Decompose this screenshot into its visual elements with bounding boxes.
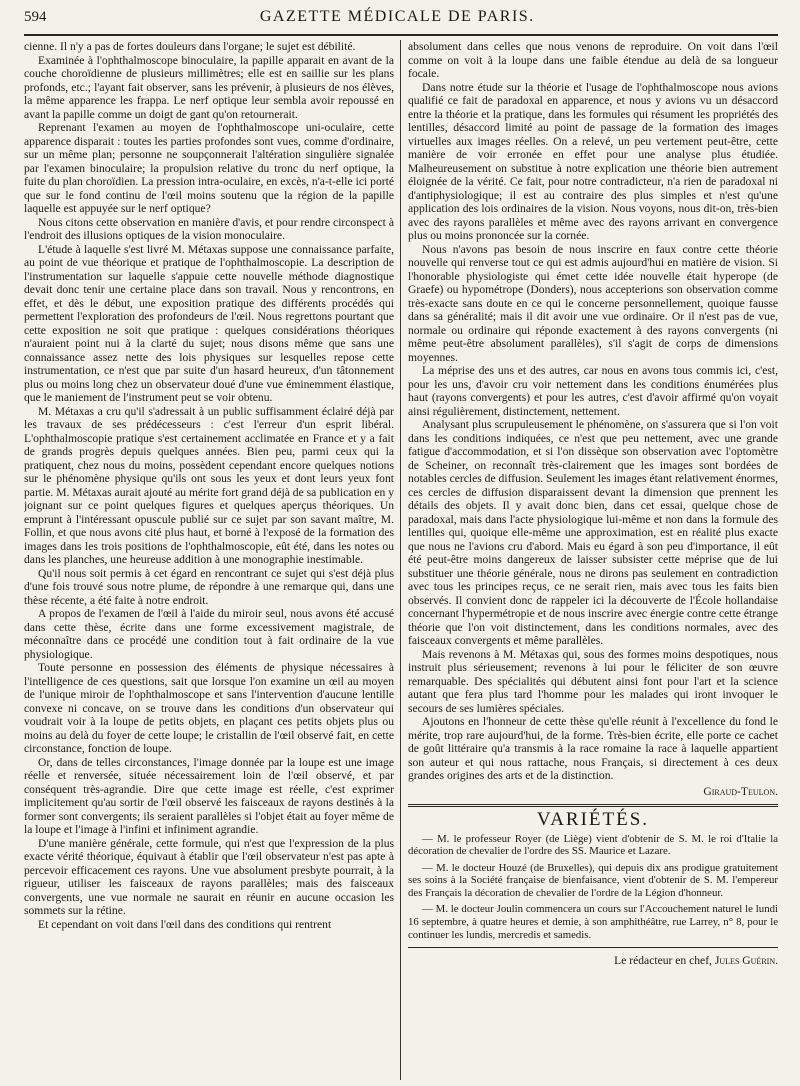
right-column-paragraph: Ajoutons en l'honneur de cette thèse qu'elle réunit à l'excellence du fond le mérite, trop rare aujourd'hui, de la forme. Très-bien écrite, elle porte ce cachet de goût littéraire qu'a transmis à la race romaine la race à laquelle appartient son auteur et qui nous rattache, nous Français, si directement à ces deux grandes origines des arts et de la distinction. xyxy=(408,715,778,782)
page-number: 594 xyxy=(24,9,47,25)
left-column-paragraph: Qu'il nous soit permis à cet égard en rencontrant ce sujet qui s'est déjà plus d'une fois trouvé sous notre plume, de répondre à une remarque qui, dans une thèse récente, a été faite à notre endroit. xyxy=(24,566,394,607)
two-column-body xyxy=(24,40,778,1080)
left-column-paragraph: Reprenant l'examen au moyen de l'ophthalmoscope uni-oculaire, cette apparence disparait : toutes les parties profondes sont vues, comme d'ordinaire, sur un même plan; personne ne soupçonnerait l'altération singulière signalée par l'examen binoculaire; la propulsion relative du tronc du nerf optique, la fuite du plan choroïdien. La pression intra-oculaire, en excès, n'a-t-elle ici porté que sur le fond continu de l'œil moins soutenu que la région de la papille laquelle est appuyée sur le nerf optique? xyxy=(24,121,394,215)
right-column-paragraph: absolument dans celles que nous venons de reproduire. On voit dans l'œil comme on voit à la loupe dans une faible étendue au delà de sa longueur focale. xyxy=(408,40,778,80)
news-item: — M. le docteur Houzé (de Bruxelles), qui depuis dix ans prodigue gratuitement ses soins à la Société française de bienfaisance, vient d'obtenir de S. M. l'empereur des Français la décoration de chevalier de l'ordre de la Légion d'honneur. xyxy=(408,861,778,899)
left-column-paragraph: Nous citons cette observation en manière d'avis, et pour rendre circonspect à l'endroit des illusions optiques de la vision monoculaire. xyxy=(24,215,394,242)
right-column-paragraph: Analysant plus scrupuleusement le phénomène, on s'assurera que si l'on voit dans les conditions indiquées, ce n'est que peu nettement, avec une grande fatigue d'accommodation, et si l'on dissèque son observation avec l'optomètre de Scheiner, on reconnaît très-clairement que les images sont bordées de notables cercles de diffusion. Seulement les images étant relativement énormes, ces cercles de diffusion disparaissent devant la dimension que prennent les détails des objets. Il y avait donc bien, dans cet essai, quelque chose de paradoxal, mais dans l'acte physiologique lui-même et non dans la formule des lentilles qui, quoique elle-même une approximation, est en réalité plus exacte que nous ne l'avions cru d'abord. Mais eu égard à son peu d'importance, il eût été peut-être moins dangereux de laisser subsister cette méprise que de lui substituer une théorie générale, nous ne dirons pas seulement en contradiction avec tous les principes reçus, ce ne serait rien, mais avec tous les faits bien observés. Il convient donc de rappeler ici la découverte de l'École hollandaise concernant l'hypermétropie et de nous inscrire avec énergie contre cette étrange théorie que l'on voit distinctement, dans les conditions normales, avec des faisceaux convergents et même parallèles. xyxy=(408,418,778,647)
journal-title: GAZETTE MÉDICALE DE PARIS. xyxy=(259,8,535,25)
right-column-paragraph: La méprise des uns et des autres, car nous en avons tous commis ici, c'est, pour les uns, d'avoir cru voir nettement dans les conditions énumérées plus haut (rayons convergents) et pour les autres, c'est d'avoir affirmé qu'on voyait ainsi régulièrement, distinctement, nettement. xyxy=(408,364,778,418)
right-column-paragraph: Mais revenons à M. Métaxas qui, sous des formes moins despotiques, nous instruit plus sérieusement; revenons à lui pour le féliciter de son œuvre remarquable. Des spécialités qui débutent ainsi font pour l'art et la science autant que fera plus tard l'homme pour les malades qui iront invoquer le secours de ses lumières spéciales. xyxy=(408,647,778,715)
left-column-paragraph: Toute personne en possession des éléments de physique nécessaires à l'intelligence de ces questions, sait que lorsque l'on examine un œil au moyen de l'unique miroir de l'ophthalmoscope et sans l'intervention d'aucune lentille convexe ni concave, on se trouve dans les conditions d'un observateur qui voudrait voir à la loupe de petits objets, en plaçant ces petits objets plus ou moins au delà du foyer de cette loupe; le cristallin de l'œil observé fait, en cette circonstance, fonction de loupe. xyxy=(24,661,394,755)
right-column-article xyxy=(408,40,778,783)
news-item: — M. le docteur Joulin commencera un cours sur l'Accouchement naturel le lundi 16 septembre, à quatre heures et demie, à son amphithéâtre, rue Larrey, n° 8, pour le continuer les lundis, mercredis et samedis. xyxy=(408,903,778,941)
section-divider xyxy=(408,804,778,807)
varietes-items xyxy=(408,833,778,942)
left-column-paragraph: D'une manière générale, cette formule, qui n'est que l'expression de la plus exacte vérité théorique, équivaut à établir que l'œil observateur n'est pas apte à percevoir efficacement ces rayons. Une vue absolument presbyte pourrait, à la rigueur, utiliser les faisceaux de rayons parallèles; mais des faisceaux convergents, une vue normale ne saurait en réunir en aucune occasion les sommets sur la rétine. xyxy=(24,836,394,917)
left-column-paragraph: A propos de l'examen de l'œil à l'aide du miroir seul, nous avons été accusé dans cette thèse, écrite dans une forme excessivement magistrale, de méconnaître dans ce procédé une condition tout à fait ordinaire de la vue physiologique. xyxy=(24,607,394,661)
left-column-paragraph: M. Métaxas a cru qu'il s'adressait à un public suffisamment éclairé déjà par les travaux de ses prédécesseurs : c'est l'erreur d'un esprit libéral. L'ophthalmoscopie pratique s'est certainement acclimatée en France et y a fait de grands progrès depuis quelques années. Bien peu, parmi ceux qui la pratiquent, chez nous du moins, possèdent cependant encore quelques notions sur le phénomène physique qu'ils ont sous les yeux et dont leurs yeux font partie. M. Métaxas aurait ajouté au mérite fort grand déjà de sa publication en y joignant sur ce point quelques figures et quelques aperçus théoriques. Un emprunt à l'intéressant opuscule publié sur ce sujet par son savant maître, M. Follin, et que nous avons cité plus haut, et borné à l'exposé de la formation des images dans les trois positions de l'ophthalmoscopie, eût été, dans les notes ou dans les planches, une heureuse addition à une monographie inestimable. xyxy=(24,404,394,566)
left-column xyxy=(24,40,400,1080)
right-column-paragraph: Nous n'avons pas besoin de nous inscrire en faux contre cette théorie nouvelle qui renverse tout ce qui est admis aujourd'hui en matière de vision. Si l'honorable physiologiste qui émet cette idée nouvelle était hyperope (de Graefe) ou hypométrope (Donders), nous accepterions son observation comme très-exacte sans doute en ce qui le concerne personnellement, quoique fausse dans sa généralité; mais il dit avoir une vue ordinaire. Or il n'est pas de vue, normale ou ordinaire qui réponde exactement à des rayons convergents (ni même peut-être absolument parallèles), s'il s'agit de corps de dimensions moyennes. xyxy=(408,242,778,364)
right-column xyxy=(400,40,778,1080)
varietes-title: VARIÉTÉS. xyxy=(536,809,650,830)
left-column-paragraph: Or, dans de telles circonstances, l'image donnée par la loupe est une image réelle et renversée, située nécessairement loin de l'œil observé, et par conséquent très-agrandie. Dire que cette image est réelle, c'est exprimer implicitement qu'au sortir de l'œil observé les faisceaux de rayons destinés à la former sont convergents; ils seraient parallèles si l'objet était au foyer même de la loupe et l'image à l'infini et infiniment agrandie. xyxy=(24,755,394,836)
editor-line xyxy=(408,954,778,968)
editor-divider xyxy=(408,947,778,948)
editor-label: Le rédacteur en chef, xyxy=(614,954,712,968)
news-item: — M. le professeur Royer (de Liège) vient d'obtenir de S. M. le roi d'Italie la décoration de chevalier de l'ordre des SS. Maurice et Lazare. xyxy=(408,832,778,858)
right-column-paragraph: Dans notre étude sur la théorie et l'usage de l'ophthalmoscope nous avions qualifié ce fait de paradoxal en apparence, et nous y avions vu un désaccord entre la théorie et la pratique, dans les formules qui résument les propriétés des lentilles, désaccord limité au point de passage de la formation des images virtuelles aux images réelles. On a relevé, un peu vertement peut-être, cette manière de voir erronée en effet pour une analyse plus étudiée. Malheureusement on substitue à notre explication une théorie bien autrement éloignée de la vérité. Ce fait, pour notre contradicteur, n'a rien de paradoxal ni d'antiphysiologique; il est au contraire des plus simples et n'est qu'une application des lois ordinaires de la vision. Nous voyons, nous dit-on, très-bien avec des rayons parallèles et même avec des rayons arrivant en convergence plus ou moins prononcée sur la cornée. xyxy=(408,80,778,242)
left-column-paragraph: cienne. Il n'y a pas de fortes douleurs dans l'organe; le sujet est débilité. xyxy=(24,40,356,53)
article-signature: Giraud-Teulon. xyxy=(703,784,778,798)
left-column-paragraph: L'étude à laquelle s'est livré M. Métaxas suppose une connaissance parfaite, au point de vue théorique et pratique de l'ophthalmoscopie. La description de l'instrumentation sur laquelle s'appuie cette nouvelle méthode diagnostique devait donc tenir une certaine place dans son travail. Nous y rencontrons, en effet, et dès le début, une exposition pratique des différents procédés qui permettent l'exploration des profondeurs de l'œil. Nous regrettons pourtant que cette exposition ne soit que pratique : quelques considérations théoriques n'auraient point nui à la clarté du sujet; nous disons même que sans une connaissance assez nette des lois physiques sur lesquelles repose cette instrumentation, ce n'est que par suite d'un hasard heureux, d'un tâtonnement plus ou moins long chez un observateur doué d'une vue éminemment élastique, que le maniement de l'instrument peut se voir obtenu. xyxy=(24,242,394,404)
left-column-paragraph: Et cependant on voit dans l'œil dans des conditions qui rentrent xyxy=(38,917,332,931)
editor-name: Jules Guérin. xyxy=(714,954,778,968)
page-header xyxy=(24,8,778,36)
left-column-paragraph: Examinée à l'ophthalmoscope binoculaire, la papille apparait en avant de la couche choroïdienne de plusieurs millimètres; elle est en saillie sur les plans profonds, etc.; l'ayant fait observer, sans les prévenir, à plusieurs de nos élèves, la même apparence les frappa. Le nerf optique leur sembla avoir repoussé en avant la papille comme un doigt de gant qu'on retournerait. xyxy=(24,53,394,121)
